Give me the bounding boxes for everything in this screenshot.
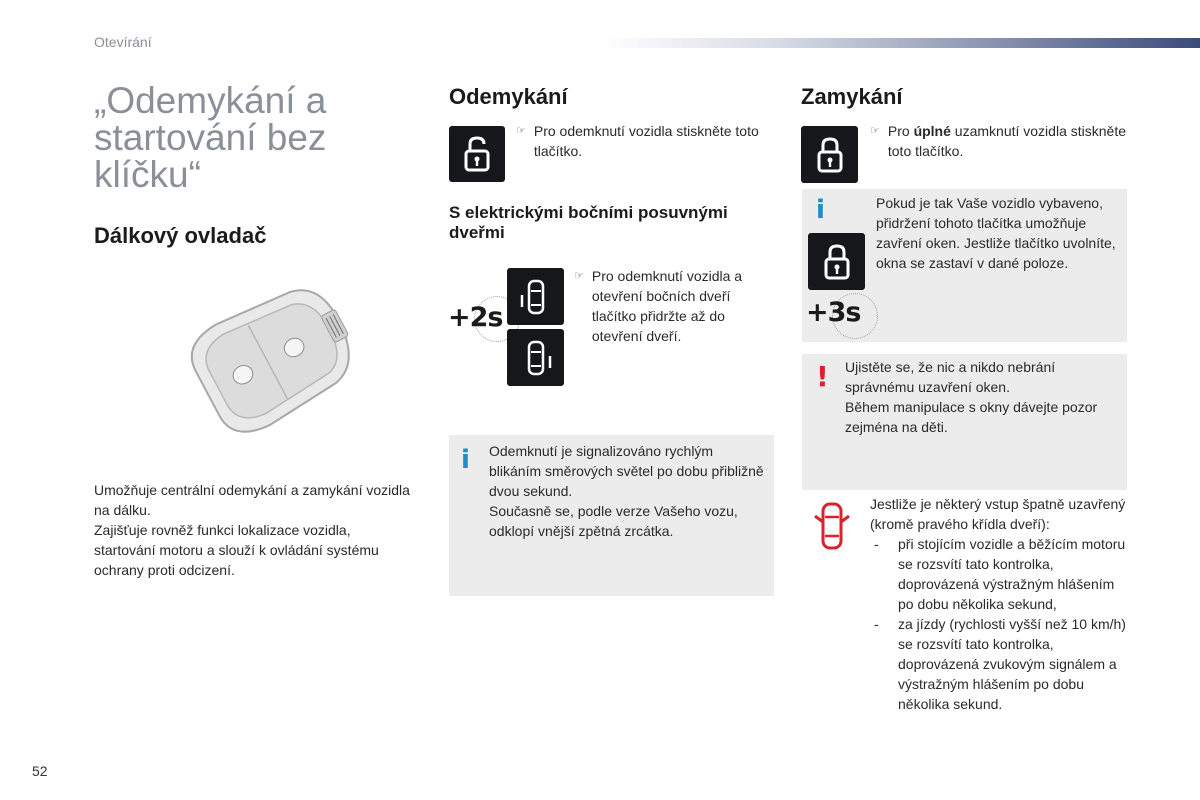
info-icon: i bbox=[816, 195, 825, 225]
door-warning-list bbox=[870, 534, 1132, 714]
lock-bullet-suffix: uzamknutí vozidla stiskněte toto tlačítko. bbox=[887, 123, 1126, 159]
unlock-bullet-text: Pro odemknutí vozidla stiskněte toto tlačítko. bbox=[533, 123, 759, 159]
door-warning-item: - při stojícím vozidle a běžícím motoru se rozsvítí tato kontrolka, doprovázená výstražným hlášením po dobu několika sekund, bbox=[870, 534, 1132, 614]
unlock-info-line1: Odemknutí je signalizováno rychlým blikáním směrových světel po dobu přibližně dvou sekund. bbox=[489, 443, 764, 499]
timer-2s bbox=[448, 296, 504, 352]
timer-3s bbox=[806, 293, 864, 337]
unlock-button-icon bbox=[449, 126, 505, 182]
door-warning-intro: Jestliže je některý vstup špatně uzavřený (kromě pravého křídla dveří): bbox=[870, 496, 1126, 532]
remote-description bbox=[94, 480, 412, 580]
timer-label: +3s bbox=[806, 297, 861, 328]
lock-info-text: Pokud je tak Vaše vozidlo vybaveno, přidržení tohoto tlačítka umožňuje zavření oken. Jestliže tlačítko uvolníte, okna se zastaví v dané poloze. bbox=[876, 195, 1116, 271]
warning-line1: Ujistěte se, že nic a nikdo nebrání správnému uzavření oken. bbox=[845, 359, 1056, 395]
unlock-bullet bbox=[516, 121, 766, 161]
lock-bullet-text bbox=[888, 121, 1130, 161]
sliding-door-left-icon bbox=[507, 268, 564, 325]
warning-text bbox=[845, 357, 1121, 437]
sliding-doors-heading: S elektrickými bočními posuvnými dveřmi bbox=[449, 203, 728, 242]
lock-info-box bbox=[802, 189, 1127, 342]
warning-line2: Během manipulace s okny dávejte pozor zejména na děti. bbox=[845, 399, 1098, 435]
lock-heading: Zamykání bbox=[801, 84, 903, 109]
sliding-bullet-text: Pro odemknutí vozidla a otevření bočních dveří tlačítko přidržte až do otevření dveří. bbox=[591, 268, 743, 344]
lock-button-icon bbox=[801, 126, 858, 183]
lock-bullet-bold: úplné bbox=[913, 123, 951, 139]
remote-description-line2: Zajišťuje rovněž funkci lokalizace vozidla, startování motoru a slouží k ovládání systému ochrany proti odcizení. bbox=[94, 522, 379, 578]
pointing-hand-icon: ☞ bbox=[574, 270, 584, 282]
unlock-info-text bbox=[489, 441, 769, 541]
lock-hold-icon bbox=[808, 233, 865, 290]
info-icon: i bbox=[461, 445, 470, 475]
lock-bullet-prefix: Pro bbox=[887, 123, 914, 139]
sliding-door-right-icon bbox=[507, 329, 564, 386]
lock-bullet bbox=[870, 121, 1130, 161]
pointing-hand-icon: ☞ bbox=[870, 125, 880, 137]
key-fob-illustration bbox=[170, 278, 360, 448]
header-gradient-bar bbox=[600, 38, 1200, 48]
warning-icon: ! bbox=[816, 360, 829, 393]
unlock-info-line2: Současně se, podle verze Vašeho vozu, odklopí vnější zpětná zrcátka. bbox=[489, 503, 738, 539]
remote-description-line1: Umožňuje centrální odemykání a zamykání vozidla na dálku. bbox=[94, 482, 410, 518]
sliding-bullet bbox=[574, 266, 774, 346]
section-label: Otevírání bbox=[94, 34, 152, 50]
pointing-hand-icon: ☞ bbox=[516, 125, 526, 137]
door-open-warning-icon bbox=[812, 500, 852, 552]
door-warning-text bbox=[870, 494, 1132, 714]
warning-box bbox=[802, 354, 1127, 490]
remote-heading: Dálkový ovladač bbox=[94, 223, 267, 248]
unlock-info-box bbox=[449, 435, 774, 596]
page-number: 52 bbox=[32, 763, 48, 779]
unlock-heading: Odemykání bbox=[449, 84, 568, 109]
timer-label: +2s bbox=[448, 302, 503, 333]
door-warning-item: - za jízdy (rychlosti vyšší než 10 km/h) se rozsvítí tato kontrolka, doprovázená zvukovým signálem a výstražným hlášením po dobu několika sekund. bbox=[870, 614, 1132, 714]
page-title: „Odemykání a startování bez klíčku“ bbox=[94, 80, 327, 195]
